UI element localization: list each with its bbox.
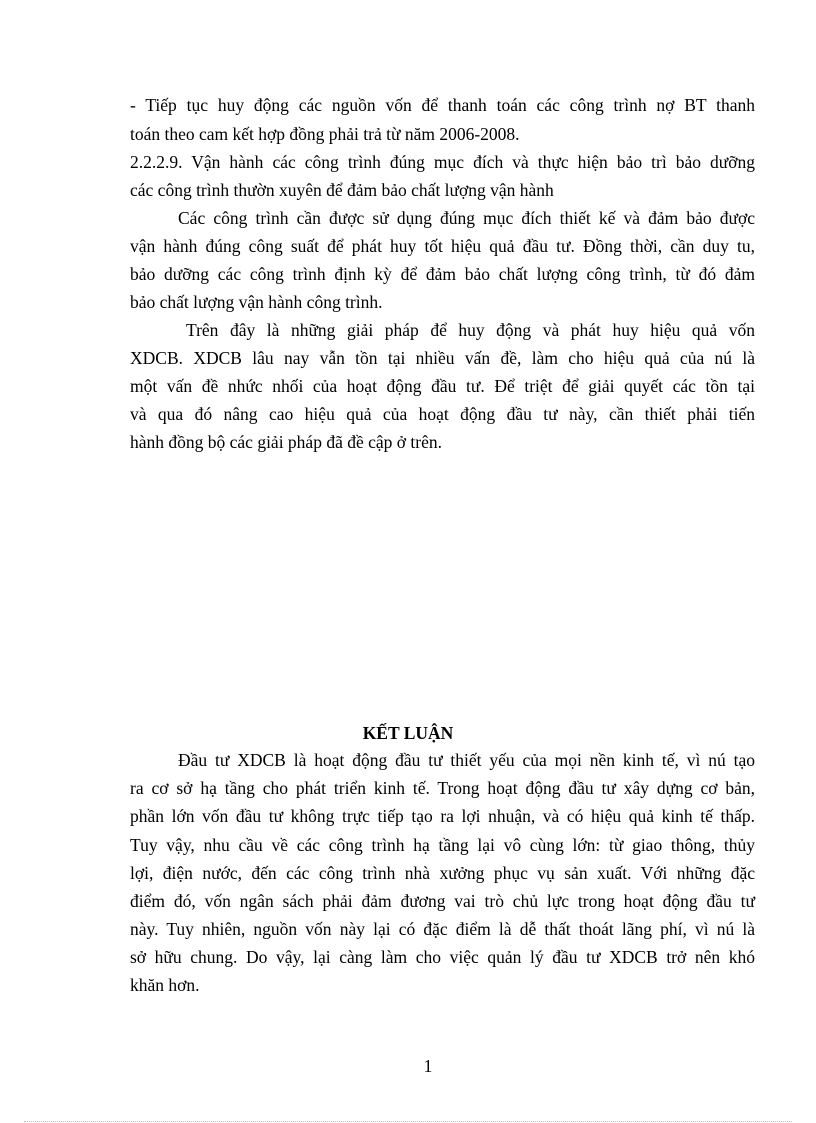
text-line: lợi, điện nước, đến các công trình nhà xưởng phục vụ sản xuất. Với những đặc bbox=[130, 863, 755, 883]
text-line: ra cơ sở hạ tầng cho phát triển kinh tế. Trong hoạt động đầu tư xây dựng cơ bản, bbox=[130, 778, 755, 798]
text-line: bảo dưỡng các công trình định kỳ để đảm bảo chất lượng công trình, từ đó đảm bbox=[130, 264, 755, 284]
text-line: một vấn đề nhức nhối của hoạt động đầu tư. Để triệt để giải quyết các tồn tại bbox=[130, 376, 755, 396]
page-number: 1 bbox=[423, 1056, 433, 1076]
text-line: toán theo cam kết hợp đồng phải trả từ năm 2006-2008. bbox=[130, 124, 520, 144]
text-line: sở hữu chung. Do vậy, lại càng làm cho việc quản lý đầu tư XDCB trở nên khó bbox=[130, 947, 755, 967]
text-line: và qua đó nâng cao hiệu quả của hoạt động đầu tư này, cần thiết phải tiến bbox=[130, 404, 755, 424]
text-line: vận hành đúng công suất để phát huy tốt hiệu quả đầu tư. Đồng thời, cần duy tu, bbox=[130, 236, 755, 256]
text-line: Trên đây là những giải pháp để huy động và phát huy hiệu quả vốn bbox=[186, 320, 755, 340]
text-line: Tuy vậy, nhu cầu về các công trình hạ tầng lại vô cùng lớn: từ giao thông, thủy bbox=[130, 835, 755, 855]
text-line: hành đồng bộ các giải pháp đã đề cập ở trên. bbox=[130, 432, 442, 452]
text-line: phần lớn vốn đầu tư không trực tiếp tạo ra lợi nhuận, và có hiệu quả kinh tế thấp. bbox=[130, 806, 755, 826]
section-heading-line: 2.2.2.9. Vận hành các công trình đúng mục đích và thực hiện bảo trì bảo dưỡng bbox=[130, 152, 755, 172]
section-heading-line: các công trình thườn xuyên để đảm bảo chất lượng vận hành bbox=[130, 180, 554, 200]
text-line: Đầu tư XDCB là hoạt động đầu tư thiết yếu của mọi nền kinh tế, vì nú tạo bbox=[178, 750, 755, 770]
text-line: Các công trình cần được sử dụng đúng mục đích thiết kế và đảm bảo được bbox=[178, 208, 755, 228]
text-line: này. Tuy nhiên, nguồn vốn này lại có đặc điểm là dễ thất thoát lãng phí, vì nú là bbox=[130, 919, 755, 939]
conclusion-title: KẾT LUẬN bbox=[362, 723, 454, 743]
text-line: XDCB. XDCB lâu nay vẫn tồn tại nhiều vấn đề, làm cho hiệu quả của nú là bbox=[130, 348, 755, 368]
page-bottom-divider bbox=[24, 1121, 792, 1122]
text-line: điểm đó, vốn ngân sách phải đảm đương vai trò chủ lực trong hoạt động đầu tư bbox=[130, 891, 755, 911]
text-line: - Tiếp tục huy động các nguồn vốn để thanh toán các công trình nợ BT thanh bbox=[130, 95, 755, 115]
text-line: bảo chất lượng vận hành công trình. bbox=[130, 292, 383, 312]
text-line: khăn hơn. bbox=[130, 975, 200, 995]
